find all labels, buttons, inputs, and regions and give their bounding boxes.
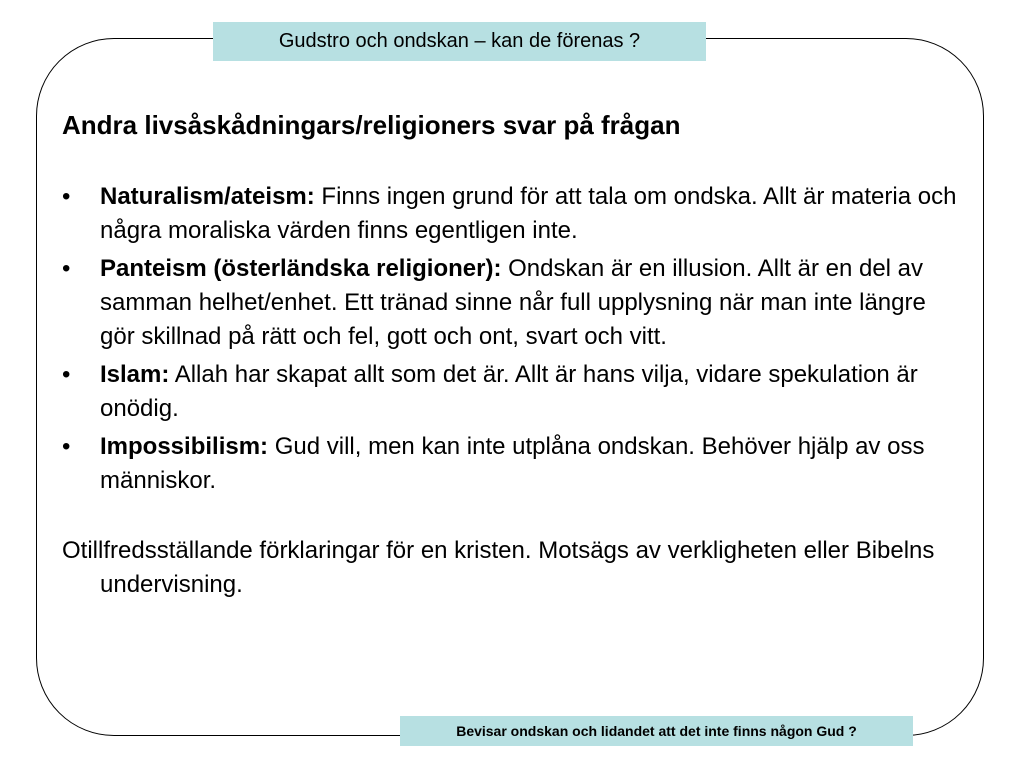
top-banner [213,22,706,61]
bottom-banner [400,716,913,746]
bullet-item-impossibilism [62,430,967,498]
bullet-term: Impossibilism: [100,433,269,460]
bullet-text: Gud vill, men kan inte utplåna ondskan. Behöver hjälp av oss människor. [100,433,925,494]
bottom-banner-text: Bevisar ondskan och lidandet att det inte finns någon Gud ? [456,723,857,739]
bullet-icon: • [62,183,71,210]
top-banner-text: Gudstro och ondskan – kan de förenas ? [278,30,641,52]
bullet-text: Ondskan är en illusion. Allt är en del av samman helhet/enhet. Ett tränad sinne når full upplysning när man inte längre gör skillnad på rätt och fel, gott och ont, svart och vitt. [100,255,926,350]
bullet-term: Islam: [100,361,170,388]
bullet-icon: • [62,433,71,460]
bullet-term: Naturalism/ateism: [100,183,315,210]
bullet-term: Panteism (österländska religioner): [100,255,502,282]
bullet-text: Allah har skapat allt som det är. Allt är hans vilja, vidare spekulation är onödig. [100,361,918,422]
bullet-icon: • [62,255,71,282]
bullet-icon: • [62,361,71,388]
bullet-item-panteism [62,252,967,354]
bullet-list [62,180,967,498]
slide-heading: Andra livsåskådningars/religioners svar på frågan [62,110,681,140]
bullet-item-islam [62,358,967,426]
slide-content [62,108,967,602]
closing-statement: Otillfredsställande förklaringar för en kristen. Motsägs av verkligheten eller Bibelns undervisning. [62,537,935,598]
bullet-item-naturalism [62,180,967,248]
bullet-text: Finns ingen grund för att tala om ondska. Allt är materia och några moraliska värden finns egentligen inte. [100,183,957,244]
